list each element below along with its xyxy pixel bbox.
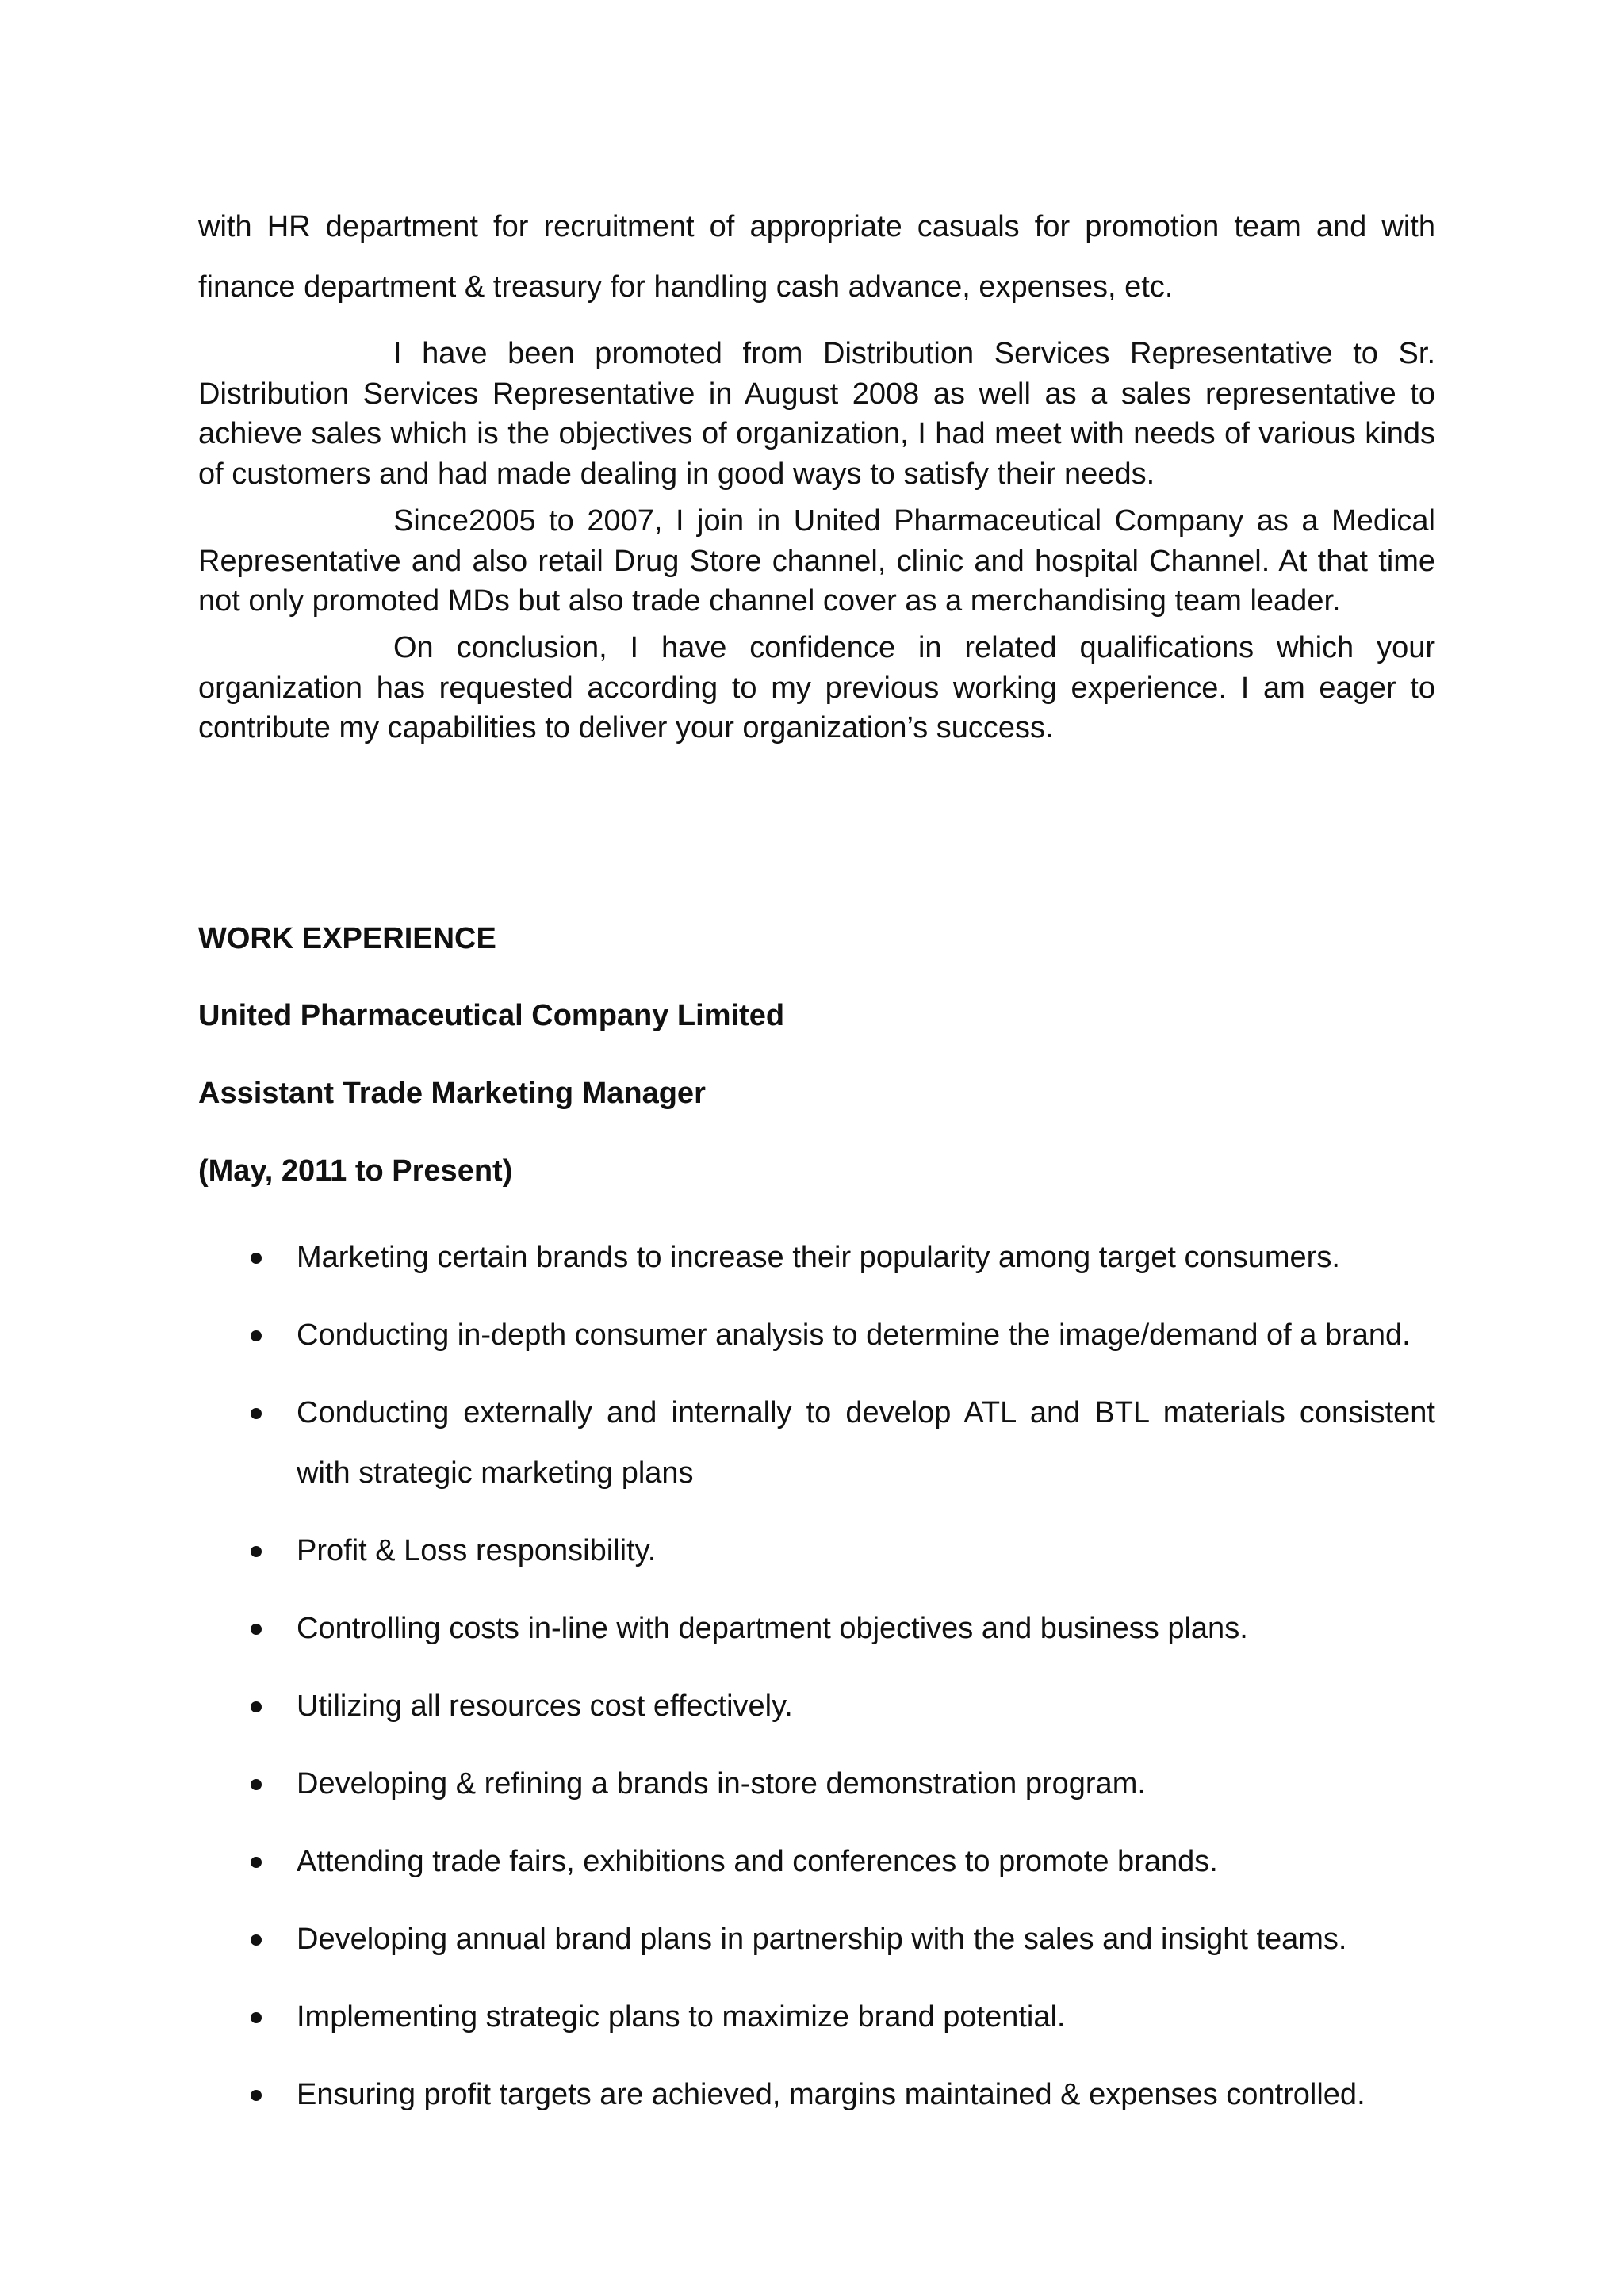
bullet-dot-icon [251, 1779, 262, 1790]
bullet-dot-icon [251, 1546, 262, 1557]
duty-text: Utilizing all resources cost effectively. [297, 1689, 793, 1723]
list-item [198, 1676, 1435, 1736]
list-item [198, 1383, 1435, 1503]
bullet-dot-icon [251, 1253, 262, 1264]
bullet-dot-icon [251, 1408, 262, 1419]
duty-text: Marketing certain brands to increase their popularity among target consumers. [297, 1241, 1340, 1274]
section-heading-work-experience: WORK EXPERIENCE [198, 922, 496, 955]
bullet-dot-icon [251, 2012, 262, 2023]
duty-text: Conducting in-depth consumer analysis to determine the image/demand of a brand. [297, 1318, 1411, 1352]
list-item [198, 1754, 1435, 1814]
list-item [198, 1987, 1435, 2047]
bullet-dot-icon [251, 1934, 262, 1946]
paragraph-hr-finance: with HR department for recruitment of appropriate casuals for promotion team and with finance department & treasury for handling cash advance, expenses, etc. [198, 210, 1435, 304]
company-name: United Pharmaceutical Company Limited [198, 999, 785, 1032]
list-item [198, 1598, 1435, 1659]
bullet-dot-icon [251, 1330, 262, 1341]
list-item [198, 1521, 1435, 1581]
duty-text: Developing annual brand plans in partnership with the sales and insight teams. [297, 1923, 1347, 1956]
duty-text: Ensuring profit targets are achieved, margins maintained & expenses controlled. [297, 2078, 1365, 2111]
duty-text: Attending trade fairs, exhibitions and conferences to promote brands. [297, 1845, 1218, 1878]
bullet-dot-icon [251, 1857, 262, 1868]
paragraph-promotion: I have been promoted from Distribution Services Representative to Sr. Distribution Services Representative in August 2008 as well as a sales representative to achieve sales which is the objectives of organization, I had meet with needs of various kinds of customers and had made dealing in good ways to satisfy their needs. [198, 337, 1435, 491]
bullet-dot-icon [251, 1701, 262, 1712]
paragraph-medical-rep: Since2005 to 2007, I join in United Pharmaceutical Company as a Medical Representative and also retail Drug Store channel, clinic and hospital Channel. At that time not only promoted MDs but also trade channel cover as a merchandising team leader. [198, 504, 1435, 618]
bullet-dot-icon [251, 1624, 262, 1635]
list-item [198, 2064, 1435, 2125]
employment-period: (May, 2011 to Present) [198, 1154, 513, 1188]
duty-text: Developing & refining a brands in-store demonstration program. [297, 1767, 1146, 1800]
duty-text: Controlling costs in-line with department objectives and business plans. [297, 1612, 1248, 1645]
paragraph-conclusion: On conclusion, I have confidence in related qualifications which your organization has requested according to my previous working experience. I am eager to contribute my capabilities to deliver your organization’s success. [198, 631, 1435, 744]
duties-list [198, 1227, 1435, 2125]
list-item [198, 1305, 1435, 1365]
bullet-dot-icon [251, 2090, 262, 2101]
list-item [198, 1227, 1435, 1288]
duty-text: Implementing strategic plans to maximize brand potential. [297, 2000, 1066, 2034]
job-title: Assistant Trade Marketing Manager [198, 1077, 706, 1110]
duty-text: Profit & Loss responsibility. [297, 1534, 657, 1567]
list-item [198, 1909, 1435, 1969]
list-item [198, 1831, 1435, 1892]
duty-text: Conducting externally and internally to develop ATL and BTL materials consistent with strategic marketing plans [297, 1396, 1435, 1490]
